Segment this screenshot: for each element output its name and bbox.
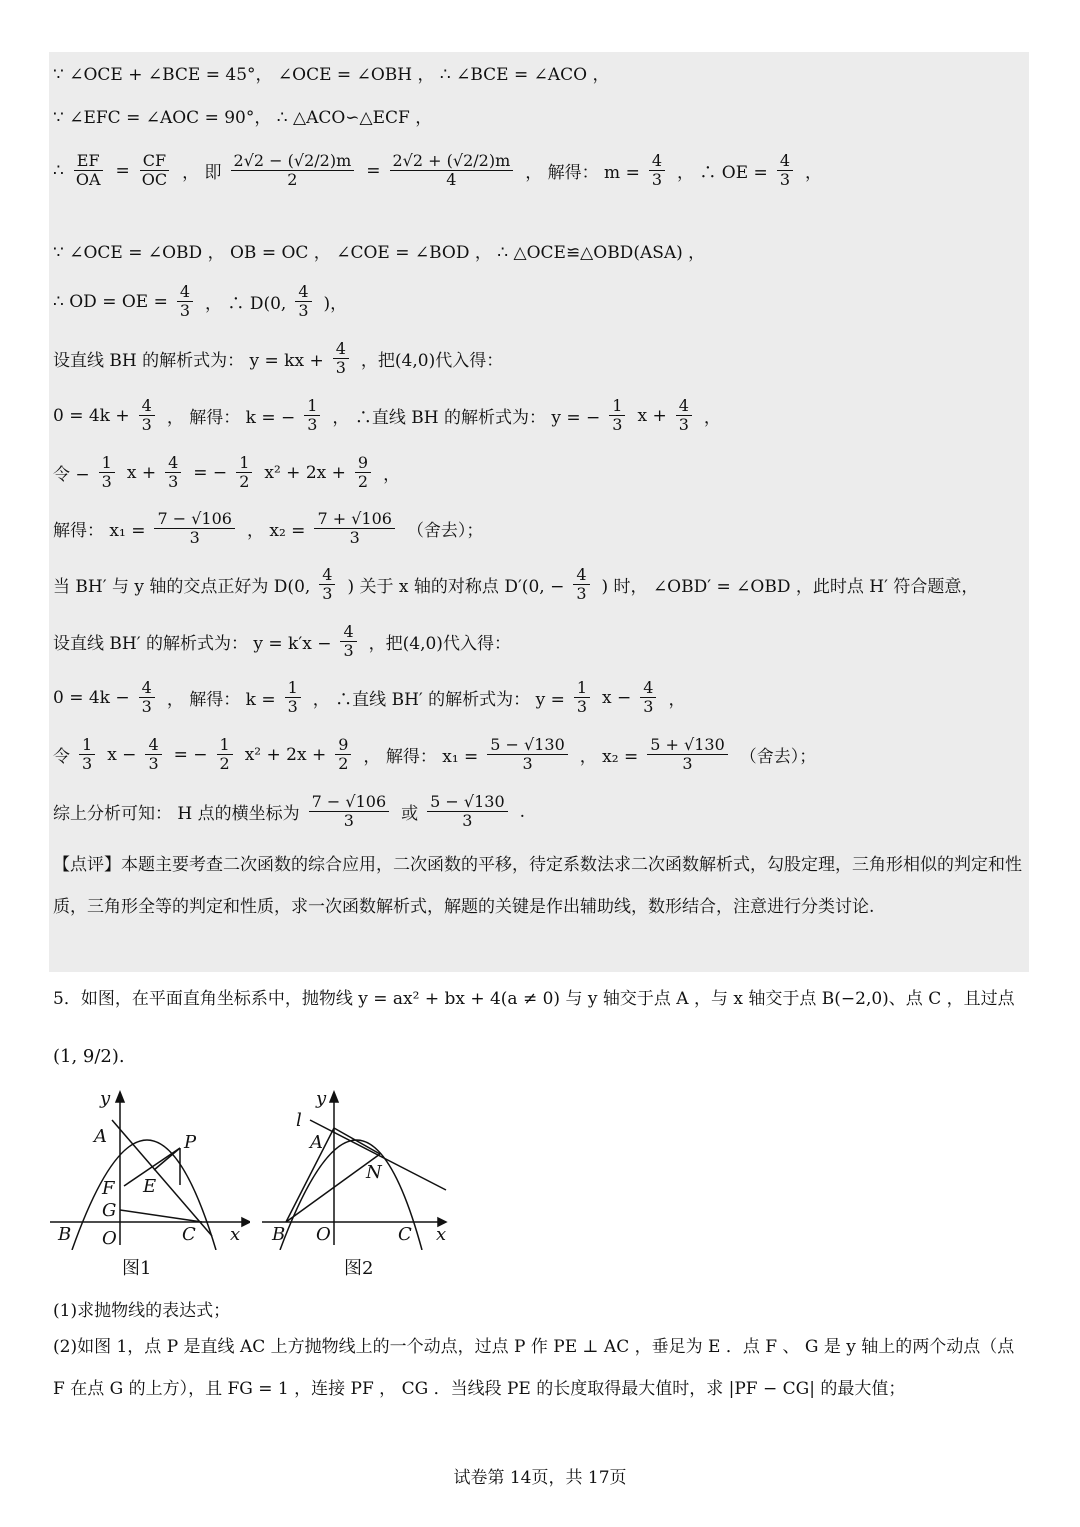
problem-intro: 5．如图，在平面直角坐标系中，抛物线 y = ax² + bx + 4(a ≠ 0) 与 y 轴交于点 A ，与 x 轴交于点 B(−2,0)、点 C ，且过点 bbox=[53, 989, 1015, 1009]
question-2: (2)如图 1，点 P 是直线 AC 上方抛物线上的一个动点，过点 P 作 PE ⊥ AC ，垂足为 E ．点 F 、 G 是 y 轴上的两个动点（点 F 在点 G 的上方），且 FG = 1 ，连接 PF ， CG ．当线段 PE 的长度取得最大值时，求 |PF − CG| 的最大值； bbox=[53, 1337, 1015, 1399]
label-x: x bbox=[230, 1224, 241, 1245]
page-footer: 试卷第 14页，共 17页 bbox=[453, 1468, 627, 1488]
label-c: C bbox=[398, 1224, 412, 1245]
solution-line: 0 = 4k + $\frac{4}{3}$ ， 解得： k = − $\frac{1}{3}$ ， ∴直线 BH 的解析式为： y = − $\frac{1}{3}$ x + $\frac{4}{3}$ ， bbox=[53, 396, 721, 435]
solution-line: 0 = 4k − $\frac{4}{3}$ ， 解得： k = $\frac{1}{3}$ ， ∴直线 BH′ 的解析式为： y = $\frac{1}{3}$ x − $\frac{4}{3}$ ， bbox=[53, 678, 686, 717]
solution-line: ∴ OD = OE = $\frac{4}{3}$ ， ∴ D(0, $\frac{4}{3}$ )， bbox=[53, 282, 348, 321]
solution-line: 令 − $\frac{1}{3}$ x + $\frac{4}{3}$ = − $\frac{1}{2}$ x² + 2x + $\frac{9}{2}$ ， bbox=[53, 453, 401, 492]
solution-line: ∵ ∠OCE + ∠BCE = 45°， ∠OCE = ∠OBH ， ∴ ∠BCE = ∠ACO ， bbox=[53, 65, 610, 85]
solution-line: 当 BH′ 与 y 轴的交点正好为 D(0, $\frac{4}{3}$ ) 关于 x 轴的对称点 D′(0, − $\frac{4}{3}$ ) 时， ∠OBD′ = ∠OBD ，此时点 H′ 符合题意， bbox=[53, 565, 979, 604]
solution-line: 设直线 BH 的解析式为： y = kx + $\frac{4}{3}$ ，把(4,0)代入得： bbox=[53, 339, 504, 378]
label-b: B bbox=[272, 1224, 286, 1245]
label-b: B bbox=[58, 1224, 72, 1245]
solution-line: 令 $\frac{1}{3}$ x − $\frac{4}{3}$ = − $\frac{1}{2}$ x² + 2x + $\frac{9}{2}$ ， 解得： x₁ = $\frac{5 - √130}{3}$ ， x₂ = $\frac{5 + √130}{3}$ （舍去）； bbox=[53, 735, 817, 774]
label-e: E bbox=[143, 1176, 157, 1197]
comment-paragraph: 【点评】本题主要考查二次函数的综合应用，二次函数的平移，待定系数法求二次函数解析式，勾股定理，三角形相似的判定和性质，三角形全等的判定和性质，求一次函数解析式，解题的关键是作出辅助线，数形结合，注意进行分类讨论. bbox=[53, 855, 1022, 917]
figure-2-caption: 图2 bbox=[344, 1258, 374, 1279]
label-x: x bbox=[436, 1224, 447, 1245]
solution-line: ∵ ∠EFC = ∠AOC = 90°， ∴ △ACO∽△ECF ， bbox=[53, 108, 433, 128]
label-o: O bbox=[102, 1228, 117, 1249]
label-a: A bbox=[310, 1132, 323, 1153]
solution-line: 设直线 BH′ 的解析式为： y = k′x − $\frac{4}{3}$ ，把(4,0)代入得： bbox=[53, 622, 511, 661]
segment-an bbox=[334, 1128, 380, 1154]
label-f: F bbox=[102, 1178, 115, 1199]
y-arrow bbox=[116, 1092, 124, 1102]
figure-2 bbox=[262, 1090, 462, 1250]
label-o: O bbox=[316, 1224, 331, 1245]
label-y: y bbox=[316, 1090, 327, 1109]
label-a: A bbox=[94, 1126, 107, 1147]
y-arrow bbox=[330, 1092, 338, 1102]
x-arrow bbox=[242, 1218, 250, 1226]
problem-point: (1, 9/2). bbox=[53, 1046, 125, 1067]
question-1: (1)求抛物线的表达式； bbox=[53, 1301, 231, 1321]
solution-line: ∵ ∠OCE = ∠OBD ， OB = OC ， ∠COE = ∠BOD ， ∴ △OCE≌△OBD(ASA) ， bbox=[53, 243, 706, 263]
figure-1-caption: 图1 bbox=[122, 1258, 152, 1279]
label-g: G bbox=[102, 1200, 117, 1221]
segment-gc bbox=[120, 1210, 202, 1222]
line-ac bbox=[112, 1120, 212, 1236]
figure-1 bbox=[50, 1090, 250, 1250]
solution-line: 综上分析可知： H 点的横坐标为 $\frac{7 - √106}{3}$ 或 $\frac{5 - √130}{3}$ . bbox=[53, 792, 526, 831]
label-n: N bbox=[366, 1162, 382, 1183]
label-c: C bbox=[182, 1224, 196, 1245]
solution-line: 解得： x₁ = $\frac{7 - √106}{3}$ ， x₂ = $\frac{7 + √106}{3}$ （舍去）； bbox=[53, 509, 484, 548]
label-y: y bbox=[100, 1090, 111, 1109]
label-l: l bbox=[296, 1110, 302, 1131]
label-p: P bbox=[184, 1132, 197, 1153]
solution-line: ∴ $\frac{EF}{OA}$ = $\frac{CF}{OC}$ ， 即 $\frac{2√2 - (√2/2)m}{2}$ = $\frac{2√2 + (√2/2)m}{4}$ ， 解得： m = $\frac{4}{3}$ ， ∴ OE = $\frac{4}{3}$ ， bbox=[53, 151, 822, 190]
